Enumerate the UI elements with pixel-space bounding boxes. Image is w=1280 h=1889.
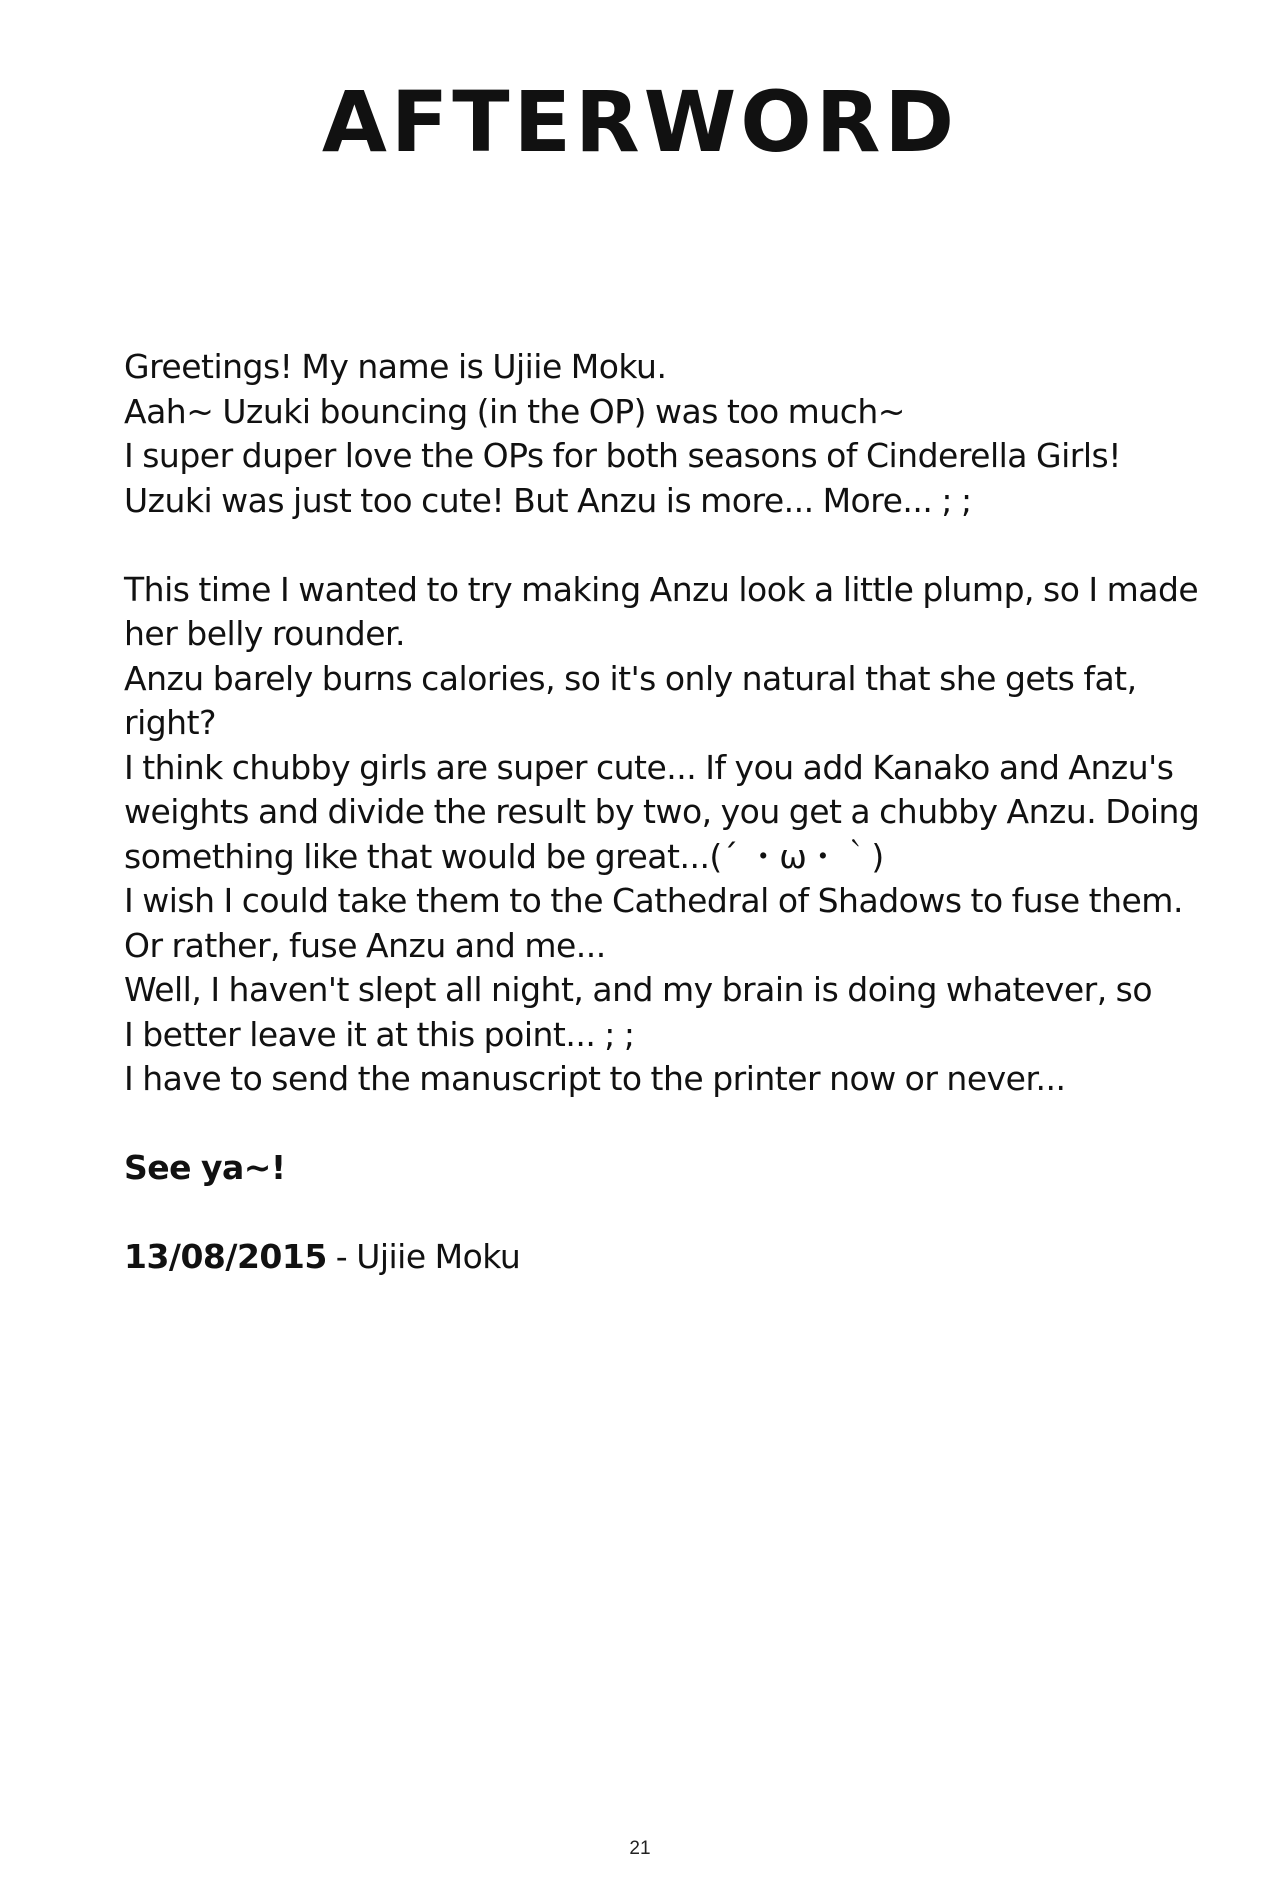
text-line: I super duper love the OPs for both seasons of Cinderella Girls! <box>124 436 1121 475</box>
page-title: AFTERWORD <box>321 73 959 171</box>
text-line: Greetings! My name is Ujiie Moku. <box>124 347 667 386</box>
text-line: right? <box>124 703 217 742</box>
text-line: something like that would be great...(´ ・ω・｀) <box>124 836 884 876</box>
text-line: I wish I could take them to the Cathedral of Shadows to fuse them. <box>124 881 1183 920</box>
text-line: Anzu barely burns calories, so it's only natural that she gets fat, <box>124 658 1137 698</box>
text-line: I have to send the manuscript to the printer now or never... <box>124 1059 1066 1098</box>
signature-line <box>124 1235 1224 1280</box>
text-line: Or rather, fuse Anzu and me... <box>124 925 606 965</box>
text-line: See ya~! <box>124 1148 286 1187</box>
signature <box>124 1235 1224 1280</box>
text-line: I think chubby girls are super cute... If you add Kanako and Anzu's <box>124 747 1174 787</box>
text-line: I better leave it at this point... ; ; <box>124 1014 635 1054</box>
signature-date: 13/08/2015 <box>124 1237 327 1276</box>
farewell-text <box>124 1146 1224 1191</box>
text-line: Aah~ Uzuki bouncing (in the OP) was too much~ <box>124 391 905 431</box>
text-line: Well, I haven't slept all night, and my brain is doing whatever, so <box>124 970 1153 1009</box>
text-line: This time I wanted to try making Anzu look a little plump, so I made <box>124 569 1199 609</box>
text-line: Uzuki was just too cute! But Anzu is more... More... ; ; <box>124 480 972 520</box>
afterword-body <box>124 345 1224 1324</box>
text-line: weights and divide the result by two, you get a chubby Anzu. Doing <box>124 792 1200 831</box>
page-number: 21 <box>629 1838 651 1859</box>
text-line: her belly rounder. <box>124 614 406 653</box>
signature-separator: - <box>326 1237 357 1276</box>
paragraph-main <box>124 568 1224 1102</box>
signature-author: Ujiie Moku <box>356 1237 521 1276</box>
paragraph-greeting <box>124 345 1224 523</box>
